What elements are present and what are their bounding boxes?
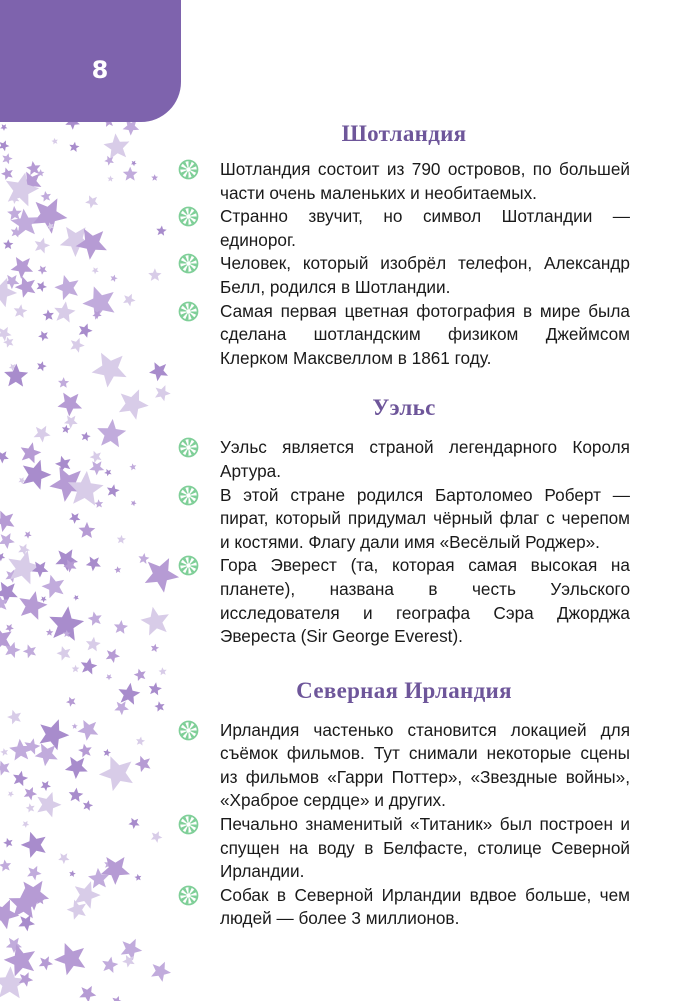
- star-shape: [62, 425, 70, 434]
- star-shape: [90, 451, 102, 463]
- star-shape: [21, 832, 46, 858]
- star-shape: [7, 710, 21, 725]
- mint-candy-icon: [178, 814, 199, 835]
- star-shape: [107, 484, 120, 497]
- fact-item: [178, 158, 630, 205]
- star-shape: [149, 682, 162, 695]
- fact-text: Шотландия состоит из 790 островов, по большей части очень маленьких и необитаемых.: [220, 159, 630, 203]
- star-shape: [9, 739, 31, 761]
- fact-item: [178, 436, 630, 483]
- star-shape: [149, 362, 168, 381]
- star-shape: [122, 955, 135, 968]
- star-shape: [46, 629, 54, 636]
- star-shape: [0, 595, 8, 612]
- star-shape: [35, 895, 45, 905]
- fact-list-northern-ireland: [178, 719, 630, 931]
- section-wales: [178, 392, 630, 648]
- star-shape: [55, 549, 78, 571]
- page-content: [178, 118, 630, 931]
- star-shape: [159, 667, 167, 675]
- fact-text: Гора Эверест (та, которая самая высокая на планете), названа в честь Уэльского исследователя и географа Сэра Джорджа Эвереста (Sir George Everest).: [220, 555, 630, 647]
- star-shape: [8, 551, 41, 585]
- star-shape: [5, 624, 14, 633]
- star-shape: [92, 311, 101, 320]
- star-shape: [145, 558, 179, 593]
- star-shape: [4, 275, 19, 289]
- star-shape: [41, 781, 52, 791]
- star-shape: [6, 173, 39, 207]
- star-shape: [49, 606, 84, 640]
- star-shape: [6, 938, 22, 953]
- section-scotland: [178, 118, 630, 370]
- star-shape: [15, 276, 36, 298]
- star-shape: [0, 140, 9, 151]
- star-shape: [23, 644, 36, 658]
- star-shape: [0, 511, 14, 532]
- star-shape: [64, 415, 78, 428]
- star-shape: [19, 972, 33, 987]
- star-shape: [106, 674, 112, 680]
- star-shape: [34, 426, 51, 443]
- fact-text: Уэльс является страной легендарного Короля Артура.: [220, 437, 630, 481]
- star-shape: [35, 743, 58, 766]
- star-shape: [114, 620, 128, 634]
- star-shape: [63, 560, 76, 573]
- mint-candy-icon: [178, 159, 199, 180]
- star-shape: [7, 206, 22, 220]
- star-shape: [88, 868, 109, 889]
- star-shape: [19, 591, 47, 620]
- star-shape: [141, 607, 169, 636]
- mint-candy-icon: [178, 301, 199, 322]
- star-shape: [43, 310, 54, 321]
- star-shape: [136, 737, 145, 746]
- star-shape: [23, 460, 52, 490]
- star-shape: [81, 658, 98, 675]
- star-shape: [154, 701, 164, 711]
- star-shape: [131, 161, 137, 167]
- fact-item: [178, 205, 630, 252]
- star-shape: [0, 748, 8, 756]
- star-shape: [38, 331, 48, 341]
- star-shape: [18, 881, 49, 911]
- star-shape: [60, 227, 92, 257]
- star-shape: [24, 787, 37, 800]
- star-shape: [79, 986, 96, 1001]
- star-shape: [83, 800, 93, 810]
- star-shape: [82, 286, 114, 319]
- star-shape: [155, 385, 171, 401]
- star-shape: [131, 500, 137, 506]
- star-shape: [54, 301, 75, 322]
- star-shape: [77, 720, 98, 741]
- star-shape: [0, 860, 11, 872]
- star-shape: [63, 630, 71, 637]
- star-shape: [107, 176, 113, 182]
- star-shape: [4, 364, 28, 387]
- mint-candy-icon: [178, 206, 199, 227]
- star-shape: [11, 209, 39, 237]
- star-shape: [123, 167, 138, 181]
- star-shape: [123, 294, 136, 307]
- star-shape: [104, 133, 130, 159]
- star-shape: [81, 432, 90, 442]
- star-shape: [41, 191, 52, 202]
- star-shape: [0, 278, 17, 308]
- star-shape: [69, 513, 80, 524]
- mint-candy-icon: [178, 485, 199, 506]
- star-shape: [68, 471, 104, 506]
- fact-item: [178, 813, 630, 884]
- star-shape: [3, 838, 12, 848]
- fact-text: В этой стране родился Бартоломео Роберт — пират, который придумал чёрный флаг с черепом и костями. Флагу дали имя «Весёлый Роджер».: [220, 484, 630, 552]
- star-shape: [2, 153, 12, 164]
- star-shape: [21, 442, 42, 463]
- star-shape: [134, 874, 141, 881]
- fact-item: [178, 884, 630, 931]
- star-shape: [112, 996, 122, 1001]
- star-shape: [0, 553, 5, 562]
- star-shape: [35, 238, 50, 254]
- star-shape: [0, 900, 19, 930]
- star-shape: [85, 195, 98, 208]
- star-shape: [92, 353, 127, 388]
- star-shape: [3, 239, 13, 249]
- star-shape: [0, 626, 12, 652]
- section-title-wales: Уэльс: [372, 395, 436, 421]
- fact-text: Печально знаменитый «Титаник» был построен и спущен на воду в Белфасте, столице Северной Ирландии.: [220, 814, 630, 882]
- star-shape: [151, 644, 159, 652]
- star-shape: [106, 649, 120, 663]
- star-shape: [72, 665, 80, 673]
- star-shape: [0, 124, 7, 131]
- star-shape: [135, 756, 151, 772]
- star-shape: [54, 943, 85, 975]
- star-shape: [151, 174, 158, 181]
- star-shape: [13, 771, 28, 786]
- star-shape: [104, 156, 114, 166]
- star-shape: [128, 818, 139, 829]
- star-shape: [57, 646, 71, 661]
- star-shape: [101, 857, 130, 885]
- star-shape: [114, 701, 129, 715]
- star-shape: [102, 957, 118, 973]
- star-shape: [1, 168, 13, 180]
- star-shape: [39, 956, 53, 970]
- star-shape: [67, 900, 86, 920]
- star-shape: [42, 575, 65, 599]
- star-shape: [69, 142, 79, 152]
- star-shape: [37, 361, 47, 371]
- star-shape: [58, 377, 69, 388]
- star-shape: [0, 966, 27, 998]
- star-shape: [72, 723, 78, 729]
- star-shape: [0, 451, 9, 463]
- section-title-scotland: Шотландия: [341, 121, 467, 146]
- star-shape: [134, 669, 146, 681]
- star-shape: [119, 389, 149, 419]
- star-shape: [103, 749, 111, 757]
- star-shape: [3, 337, 13, 348]
- star-shape: [123, 120, 140, 136]
- star-shape: [20, 172, 41, 193]
- star-shape: [88, 612, 102, 626]
- star-shape: [9, 364, 17, 371]
- star-shape: [97, 419, 126, 447]
- star-shape: [0, 582, 18, 604]
- mint-candy-icon: [178, 885, 199, 906]
- star-shape: [117, 535, 126, 544]
- star-shape: [40, 719, 70, 750]
- star-shape: [0, 327, 12, 341]
- star-shape: [89, 461, 104, 475]
- star-shape: [27, 866, 41, 881]
- star-shape: [51, 138, 58, 145]
- star-shape: [9, 888, 40, 919]
- star-shape: [75, 881, 101, 908]
- star-shape: [26, 161, 40, 175]
- star-shape: [118, 683, 140, 705]
- section-title-northern-ireland: Северная Ирландия: [296, 677, 512, 703]
- star-shape: [4, 944, 35, 977]
- star-shape: [11, 227, 22, 238]
- fact-list-scotland: [178, 158, 630, 370]
- star-shape: [11, 257, 33, 279]
- star-shape: [69, 788, 84, 802]
- star-shape: [18, 544, 30, 556]
- page-number-tab: [0, 0, 181, 122]
- star-shape: [111, 275, 118, 282]
- star-shape: [151, 831, 163, 843]
- star-shape: [129, 463, 136, 470]
- star-shape: [14, 304, 28, 318]
- star-shape: [92, 267, 99, 274]
- star-shape: [5, 569, 18, 582]
- star-shape: [38, 266, 47, 275]
- star-shape: [37, 169, 45, 176]
- star-shape: [94, 499, 103, 508]
- star-shape: [79, 522, 96, 538]
- star-shape: [0, 533, 15, 549]
- mint-candy-icon: [178, 720, 199, 741]
- mint-candy-icon: [178, 437, 199, 458]
- star-shape: [10, 195, 20, 204]
- star-shape: [19, 477, 26, 484]
- fact-item: [178, 719, 630, 813]
- mint-candy-icon: [178, 555, 199, 576]
- star-shape: [58, 393, 83, 417]
- star-shape: [99, 756, 133, 791]
- fact-list-wales: [178, 436, 630, 648]
- star-shape: [5, 642, 20, 658]
- mint-candy-icon: [178, 253, 199, 274]
- star-shape: [65, 757, 88, 779]
- star-shape: [24, 738, 40, 754]
- star-shape: [76, 229, 107, 260]
- star-shape: [54, 275, 78, 300]
- fact-text: Странно звучит, но символ Шотландии — единорог.: [220, 206, 630, 250]
- star-shape: [70, 338, 84, 353]
- star-shape: [37, 281, 48, 292]
- star-shape: [26, 803, 35, 812]
- star-shape: [78, 744, 92, 758]
- fact-item: [178, 484, 630, 555]
- star-shape: [79, 324, 93, 338]
- star-shape: [73, 595, 79, 601]
- star-shape: [40, 596, 47, 602]
- section-northern-ireland: [178, 675, 630, 931]
- star-shape: [18, 915, 35, 932]
- star-shape: [49, 467, 84, 502]
- star-shape: [86, 557, 101, 572]
- star-shape: [148, 268, 161, 281]
- star-shape: [86, 637, 101, 652]
- star-shape: [55, 456, 71, 472]
- star-shape: [24, 531, 32, 539]
- star-shape: [22, 821, 29, 828]
- star-shape: [104, 860, 113, 869]
- star-shape: [138, 553, 149, 564]
- star-shape: [151, 962, 171, 982]
- star-shape: [121, 939, 143, 961]
- star-shape: [0, 761, 10, 776]
- star-shape: [104, 469, 111, 476]
- star-shape: [156, 226, 166, 236]
- star-shape: [37, 792, 61, 817]
- star-shape: [8, 791, 14, 797]
- star-shape: [32, 562, 49, 578]
- star-shape: [46, 222, 54, 230]
- fact-text: Ирландия частенько становится локацией для съёмок фильмов. Тут снимали некоторые сцены из фильмов «Гарри Поттер», «Звездные войны», «Храброе сердце» и других.: [220, 719, 630, 811]
- fact-item: [178, 252, 630, 299]
- star-shape: [114, 566, 121, 573]
- star-shape: [66, 697, 76, 707]
- fact-text: Собак в Северной Ирландии вдвое больше, чем людей — более 3 миллионов.: [220, 884, 630, 929]
- star-shape: [69, 870, 76, 877]
- fact-item: [178, 554, 630, 648]
- fact-item: [178, 300, 630, 371]
- fact-text: Человек, который изобрёл телефон, Александр Белл, родился в Шотландии.: [220, 253, 630, 297]
- star-shape: [58, 853, 69, 864]
- fact-text: Самая первая цветная фотография в мире была сделана шотландским физиком Джеймсом Клерком Максвеллом в 1861 году.: [220, 300, 630, 368]
- page-number: 8: [91, 56, 109, 84]
- star-shape: [32, 198, 67, 233]
